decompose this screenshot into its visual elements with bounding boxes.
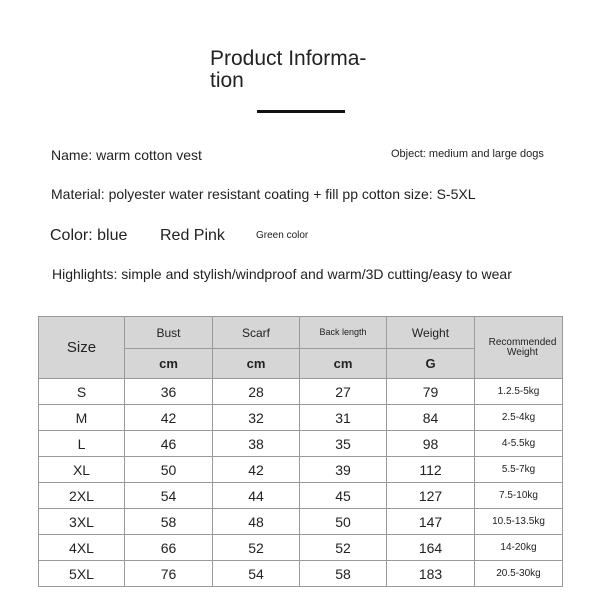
cell-weight: 84 bbox=[387, 405, 475, 431]
cell-size: M bbox=[39, 405, 125, 431]
unit-back-length: cm bbox=[300, 349, 387, 379]
cell-recommended-weight: 14-20kg bbox=[475, 535, 563, 561]
table-row bbox=[39, 509, 563, 535]
cell-size: 2XL bbox=[39, 483, 125, 509]
table-row bbox=[39, 535, 563, 561]
cell-scarf: 28 bbox=[213, 379, 300, 405]
cell-bust: 50 bbox=[125, 457, 213, 483]
cell-bust: 36 bbox=[125, 379, 213, 405]
size-table bbox=[38, 316, 563, 587]
cell-weight: 183 bbox=[387, 561, 475, 587]
header-scarf: Scarf bbox=[213, 317, 300, 349]
unit-scarf: cm bbox=[213, 349, 300, 379]
cell-scarf: 32 bbox=[213, 405, 300, 431]
cell-size: XL bbox=[39, 457, 125, 483]
cell-scarf: 42 bbox=[213, 457, 300, 483]
table-row bbox=[39, 405, 563, 431]
cell-scarf: 52 bbox=[213, 535, 300, 561]
cell-bust: 54 bbox=[125, 483, 213, 509]
cell-back-length: 58 bbox=[300, 561, 387, 587]
product-object: Object: medium and large dogs bbox=[391, 148, 544, 160]
cell-weight: 147 bbox=[387, 509, 475, 535]
color-green: Green color bbox=[256, 230, 309, 241]
cell-recommended-weight: 4-5.5kg bbox=[475, 431, 563, 457]
header-recommended-weight: Recommended Weight bbox=[475, 317, 563, 379]
cell-weight: 112 bbox=[387, 457, 475, 483]
title-underline bbox=[257, 110, 345, 113]
cell-scarf: 44 bbox=[213, 483, 300, 509]
table-header-row bbox=[39, 317, 563, 349]
page-title-line2: tion bbox=[210, 69, 244, 92]
header-size: Size bbox=[39, 317, 125, 379]
cell-size: 4XL bbox=[39, 535, 125, 561]
product-material: Material: polyester water resistant coating + fill pp cotton size: S-5XL bbox=[51, 186, 476, 202]
cell-back-length: 45 bbox=[300, 483, 387, 509]
color-red-pink: Red Pink bbox=[160, 227, 225, 244]
cell-size: 3XL bbox=[39, 509, 125, 535]
cell-back-length: 52 bbox=[300, 535, 387, 561]
product-highlights: Highlights: simple and stylish/windproof and warm/3D cutting/easy to wear bbox=[52, 266, 512, 282]
cell-size: L bbox=[39, 431, 125, 457]
cell-back-length: 27 bbox=[300, 379, 387, 405]
cell-weight: 79 bbox=[387, 379, 475, 405]
color-blue: Color: blue bbox=[50, 227, 128, 244]
page-title bbox=[210, 48, 410, 92]
unit-weight: G bbox=[387, 349, 475, 379]
cell-back-length: 31 bbox=[300, 405, 387, 431]
cell-recommended-weight: 5.5-7kg bbox=[475, 457, 563, 483]
cell-back-length: 39 bbox=[300, 457, 387, 483]
cell-bust: 76 bbox=[125, 561, 213, 587]
cell-bust: 42 bbox=[125, 405, 213, 431]
cell-back-length: 50 bbox=[300, 509, 387, 535]
cell-recommended-weight: 20.5-30kg bbox=[475, 561, 563, 587]
table-row bbox=[39, 379, 563, 405]
header-bust: Bust bbox=[125, 317, 213, 349]
cell-recommended-weight: 7.5-10kg bbox=[475, 483, 563, 509]
cell-size: 5XL bbox=[39, 561, 125, 587]
cell-scarf: 54 bbox=[213, 561, 300, 587]
product-name: Name: warm cotton vest bbox=[51, 147, 202, 163]
header-weight: Weight bbox=[387, 317, 475, 349]
cell-size: S bbox=[39, 379, 125, 405]
table-row bbox=[39, 431, 563, 457]
cell-scarf: 38 bbox=[213, 431, 300, 457]
cell-back-length: 35 bbox=[300, 431, 387, 457]
cell-bust: 46 bbox=[125, 431, 213, 457]
cell-weight: 98 bbox=[387, 431, 475, 457]
table-row bbox=[39, 561, 563, 587]
page-title-line1: Product Informa- bbox=[210, 47, 367, 70]
cell-weight: 164 bbox=[387, 535, 475, 561]
unit-bust: cm bbox=[125, 349, 213, 379]
header-back-length: Back length bbox=[300, 317, 387, 349]
cell-scarf: 48 bbox=[213, 509, 300, 535]
cell-bust: 66 bbox=[125, 535, 213, 561]
table-row bbox=[39, 457, 563, 483]
cell-recommended-weight: 2.5-4kg bbox=[475, 405, 563, 431]
cell-recommended-weight: 1.2.5-5kg bbox=[475, 379, 563, 405]
cell-weight: 127 bbox=[387, 483, 475, 509]
cell-bust: 58 bbox=[125, 509, 213, 535]
cell-recommended-weight: 10.5-13.5kg bbox=[475, 509, 563, 535]
table-row bbox=[39, 483, 563, 509]
